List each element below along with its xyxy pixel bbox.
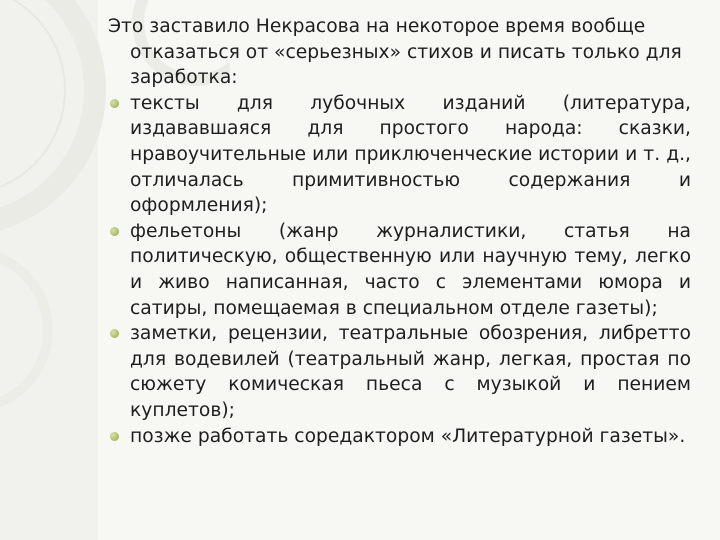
bullet-text: заметки, рецензии, театральные обозрения, либретто для водевилей (театральный жанр, легкая, простая по сюжету комическая пьеса с музыкой и пением куплетов); [130,323,691,421]
bullet-item [108,91,691,219]
bullet-dot-icon [110,227,119,236]
slide-content [108,14,691,449]
bullet-item [108,219,691,321]
bullet-list [108,91,691,449]
bullet-dot-icon [110,99,119,108]
bullet-item [108,424,691,450]
bullet-text: фельетоны (жанр журналистики, статья на политическую, общественную или научную тему, легко и живо написанная, часто с элементами юмора и сатиры, помещаемая в специальном отделе газеты); [130,220,691,319]
large-ring-inner [0,0,65,195]
bullet-dot-icon [110,432,119,441]
intro-paragraph: Это заставило Некрасова на некоторое время вообще отказаться от «серьезных» стихов и писать только для заработка: [108,16,682,89]
lower-ring [0,252,48,408]
bullet-dot-icon [110,329,119,338]
bullet-item [108,321,691,423]
bullet-text: позже работать соредактором «Литературной газеты». [130,425,686,447]
bullet-text: тексты для лубочных изданий (литература, издававшаяся для простого народа: сказки, нравоучительные или приключенческие истории и т. д., отличалась примитивностью содержания и оформления); [130,92,691,217]
